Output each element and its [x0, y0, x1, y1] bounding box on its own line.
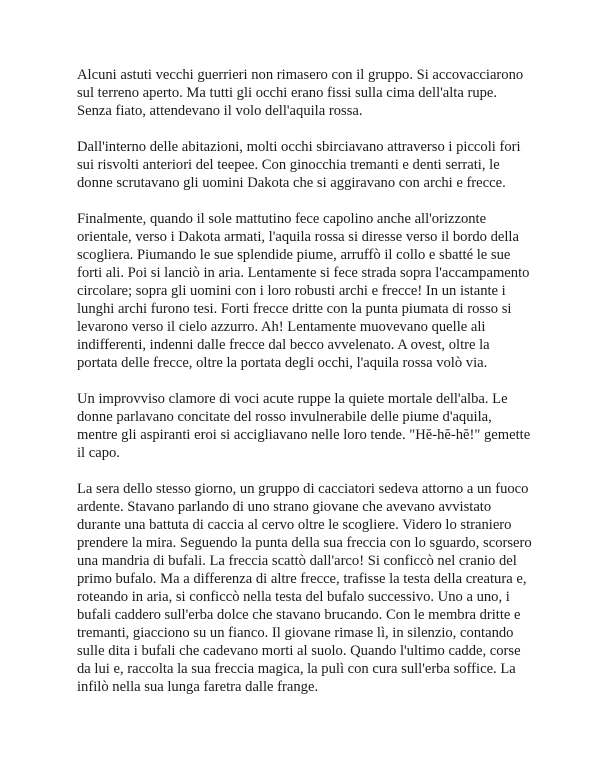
paragraph-2: Dall'interno delle abitazioni, molti occhi sbirciavano attraverso i piccoli fori sui risvolti anteriori del teepee. Con ginocchia tremanti e denti serrati, le donne scrutavano gli uomini Dakota che si aggiravano con archi e frecce. — [77, 139, 521, 191]
paragraph-3: Finalmente, quando il sole mattutino fece capolino anche all'orizzonte orientale, verso i Dakota armati, l'aquila rossa si diresse verso il bordo della scogliera. Piumando le sue splendide piume, arruffò il collo e sbatté le sue forti ali. Poi si lanciò in aria. Lentamente si fece strada sopra l'accampamento circolare; sopra gli uomini con i loro robusti archi e frecce! In un istante i lunghi archi furono tesi. Forti frecce dritte con la punta piumata di rosso si levarono verso il cielo azzurro. Ah! Lentamente muovevano quelle ali indifferenti, indenni dalle frecce dal becco avvelenato. A ovest, oltre la portata delle frecce, oltre la portata degli occhi, l'aquila rossa volò via. — [77, 211, 530, 371]
paragraph-4: Un improvviso clamore di voci acute ruppe la quiete mortale dell'alba. Le donne parlavano concitate del rosso invulnerabile delle piume d'aquila, mentre gli aspiranti eroi si accigliavano nelle loro tende. "Hĕ-hĕ-hĕ!" gemette il capo. — [77, 391, 531, 461]
paragraph-5: La sera dello stesso giorno, un gruppo di cacciatori sedeva attorno a un fuoco ardente. Stavano parlando di uno strano giovane che avevano avvistato durante una battuta di caccia al cervo oltre le scogliere. Videro lo straniero prendere la mira. Seguendo la punta della sua freccia con lo sguardo, scorsero una mandria di bufali. La freccia scattò dall'arco! Si conficcò nel cranio del primo bufalo. Ma a differenza di altre frecce, trafisse la testa della creatura e, roteando in aria, si conficcò nella testa del bufalo successivo. Uno a uno, i bufali caddero sull'erba dolce che stavano brucando. Con le membra dritte e tremanti, giacciono su un fianco. Il giovane rimase lì, in silenzio, contando sulle dita i bufali che cadevano morti al suolo. Quando l'ultimo cadde, corse da lui e, raccolta la sua freccia magica, la pulì con cura sull'erba soffice. La infilò nella sua lunga faretra dalle frange. — [77, 481, 532, 695]
paragraph-1: Alcuni astuti vecchi guerrieri non rimasero con il gruppo. Si accovacciarono sul terreno aperto. Ma tutti gli occhi erano fissi sulla cima dell'alta rupe. Senza fiato, attendevano il volo dell'aquila rossa. — [77, 67, 524, 119]
document-page — [77, 66, 533, 714]
